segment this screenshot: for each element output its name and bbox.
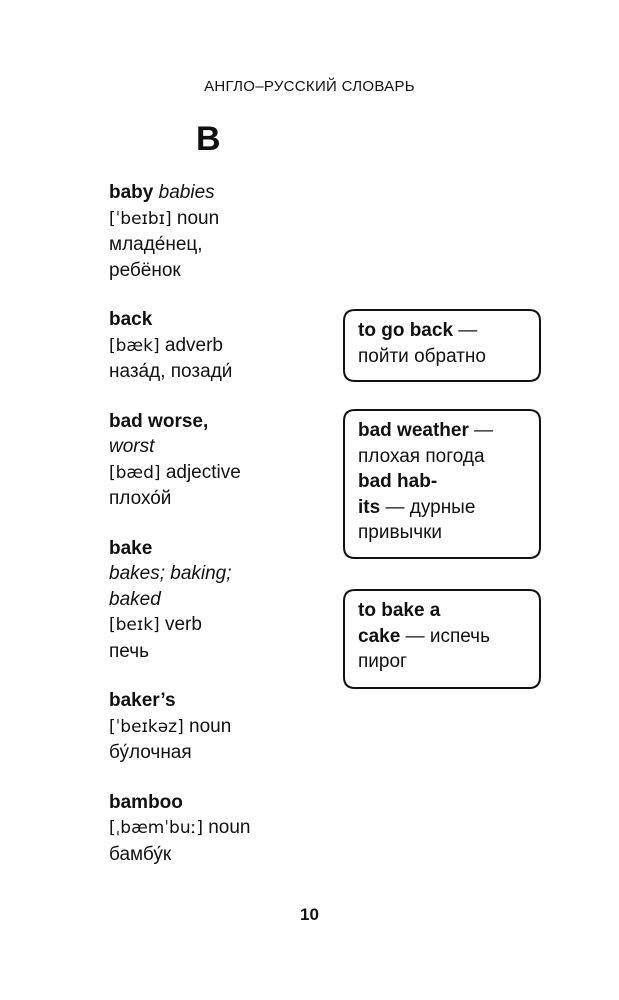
transcription: [ˈbeɪkəz]: [109, 716, 184, 737]
transcription: [bæk]: [109, 335, 160, 356]
translation-line: ребёнок: [109, 259, 181, 281]
example-translation: привычки: [358, 522, 443, 543]
translation-line: младе́нец,: [109, 234, 203, 255]
part-of-speech: noun: [208, 817, 251, 838]
translation-line: печь: [109, 640, 150, 662]
example-box: [343, 309, 541, 382]
dictionary-entries: [109, 180, 329, 867]
section-letter: B: [196, 120, 221, 158]
example-phrase: bad hab-: [358, 471, 438, 492]
headword: back: [109, 309, 153, 330]
word-forms: baked: [109, 588, 161, 610]
transcription: [bæd]: [109, 462, 161, 483]
example-translation: плохая погода: [358, 445, 485, 467]
dash: —: [474, 420, 494, 441]
example-translation: пойти обратно: [358, 345, 486, 367]
dictionary-entry: [109, 790, 329, 868]
transcription: [beɪk]: [109, 615, 160, 635]
dictionary-entry: [109, 307, 329, 385]
transcription: [ˈbeɪbɪ]: [109, 208, 172, 229]
headword: baby: [109, 182, 154, 203]
example-phrase: to go back: [358, 320, 454, 341]
translation-line: наза́д, позади́: [109, 361, 233, 382]
example-phrase: bad weather: [358, 420, 469, 441]
example-box: [343, 409, 541, 559]
dictionary-entry: [109, 688, 329, 766]
example-phrase: cake: [358, 625, 401, 647]
word-forms: worst: [109, 436, 155, 457]
part-of-speech: adjective: [165, 461, 241, 483]
headword: bad worse,: [109, 410, 209, 432]
example-phrase: its: [358, 496, 381, 518]
part-of-speech: noun: [189, 715, 232, 737]
word-forms: babies: [158, 182, 215, 203]
headword: baker’s: [109, 690, 176, 711]
translation-line: бу́лочная: [109, 742, 192, 763]
dictionary-entry: [109, 180, 329, 283]
headword: bake: [109, 537, 153, 559]
part-of-speech: adverb: [164, 334, 223, 356]
word-forms: bakes; baking;: [109, 563, 232, 584]
dash: —: [385, 496, 405, 518]
translation-line: плохо́й: [109, 488, 172, 509]
transcription: [ˌbæmˈbuː]: [109, 818, 203, 838]
part-of-speech: verb: [164, 614, 202, 635]
example-translation: пирог: [358, 651, 407, 672]
dictionary-entry: [109, 409, 329, 512]
example-translation: дурные: [409, 496, 476, 518]
example-translation: испечь: [429, 625, 490, 647]
example-box: [343, 589, 541, 689]
translation-line: бамбу́к: [109, 843, 172, 865]
headword: bamboo: [109, 791, 183, 813]
part-of-speech: noun: [176, 207, 220, 229]
dash: —: [458, 320, 478, 341]
running-title: АНГЛО–РУССКИЙ СЛОВАРЬ: [204, 78, 415, 95]
dash: —: [405, 625, 425, 647]
example-phrase: to bake a: [358, 600, 441, 621]
page-number: 10: [300, 905, 319, 924]
dictionary-entry: [109, 536, 329, 665]
